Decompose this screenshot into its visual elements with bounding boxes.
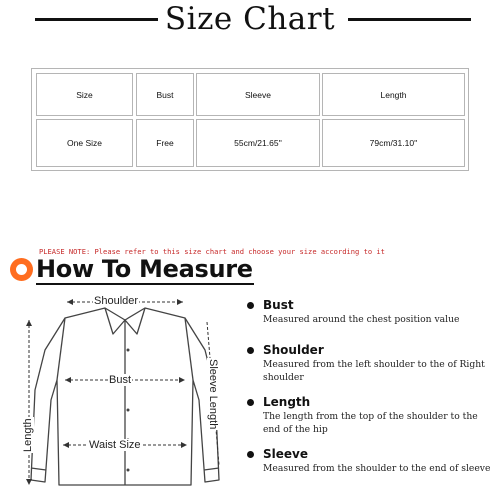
table-cell-length: 79cm/31.10'' bbox=[322, 119, 465, 167]
measurement-item-length bbox=[247, 395, 497, 447]
size-table bbox=[31, 68, 469, 171]
measurement-name: Shoulder bbox=[263, 343, 324, 357]
bullet-icon bbox=[247, 302, 254, 309]
bullet-icon bbox=[247, 451, 254, 458]
measurement-list bbox=[247, 298, 497, 492]
table-cell-sleeve: 55cm/21.65'' bbox=[196, 119, 320, 167]
sleeve-length-label: Sleeve Length bbox=[207, 359, 219, 430]
table-cell-size: One Size bbox=[36, 119, 133, 167]
measurement-name: Sleeve bbox=[263, 447, 308, 461]
title-divider-left bbox=[35, 18, 158, 21]
measurement-name: Length bbox=[263, 395, 311, 409]
bullet-icon bbox=[247, 399, 254, 406]
shirt-diagram bbox=[5, 290, 230, 500]
shoulder-label: Shoulder bbox=[94, 295, 139, 307]
length-label: Length bbox=[22, 418, 34, 452]
measurement-name: Bust bbox=[263, 298, 294, 312]
header-cell-bust: Bust bbox=[136, 73, 194, 116]
bullet-icon bbox=[247, 347, 254, 354]
measurement-desc: Measured from the shoulder to the end of sleeve bbox=[263, 463, 491, 474]
waist-size-label: Waist Size bbox=[89, 439, 141, 451]
measurement-item-sleeve bbox=[247, 447, 497, 492]
measurement-desc: Measured around the chest position value bbox=[263, 314, 460, 325]
title-divider-right bbox=[348, 18, 471, 21]
measurement-item-shoulder bbox=[247, 343, 497, 395]
orange-ring-icon bbox=[10, 258, 33, 281]
header-cell-sleeve: Sleeve bbox=[196, 73, 320, 116]
size-chart-title-block bbox=[0, 0, 500, 40]
please-note: PLEASE NOTE: Please refer to this size chart and choose your size according to it bbox=[39, 247, 385, 256]
table-cell-bust: Free bbox=[136, 119, 194, 167]
header-underline bbox=[36, 283, 254, 285]
measurement-item-bust bbox=[247, 298, 497, 343]
how-to-measure-title: How To Measure bbox=[36, 255, 253, 283]
header-cell-length: Length bbox=[322, 73, 465, 116]
header-cell-size: Size bbox=[36, 73, 133, 116]
bust-label: Bust bbox=[109, 374, 132, 386]
measurement-desc: Measured from the left shoulder to the of Right shoulder bbox=[263, 359, 485, 383]
shirt-outline-icon bbox=[5, 290, 230, 500]
how-to-measure-header bbox=[8, 255, 328, 285]
size-chart-title: Size Chart bbox=[164, 1, 336, 37]
measurement-desc: The length from the top of the shoulder to the end of the hip bbox=[263, 411, 478, 435]
